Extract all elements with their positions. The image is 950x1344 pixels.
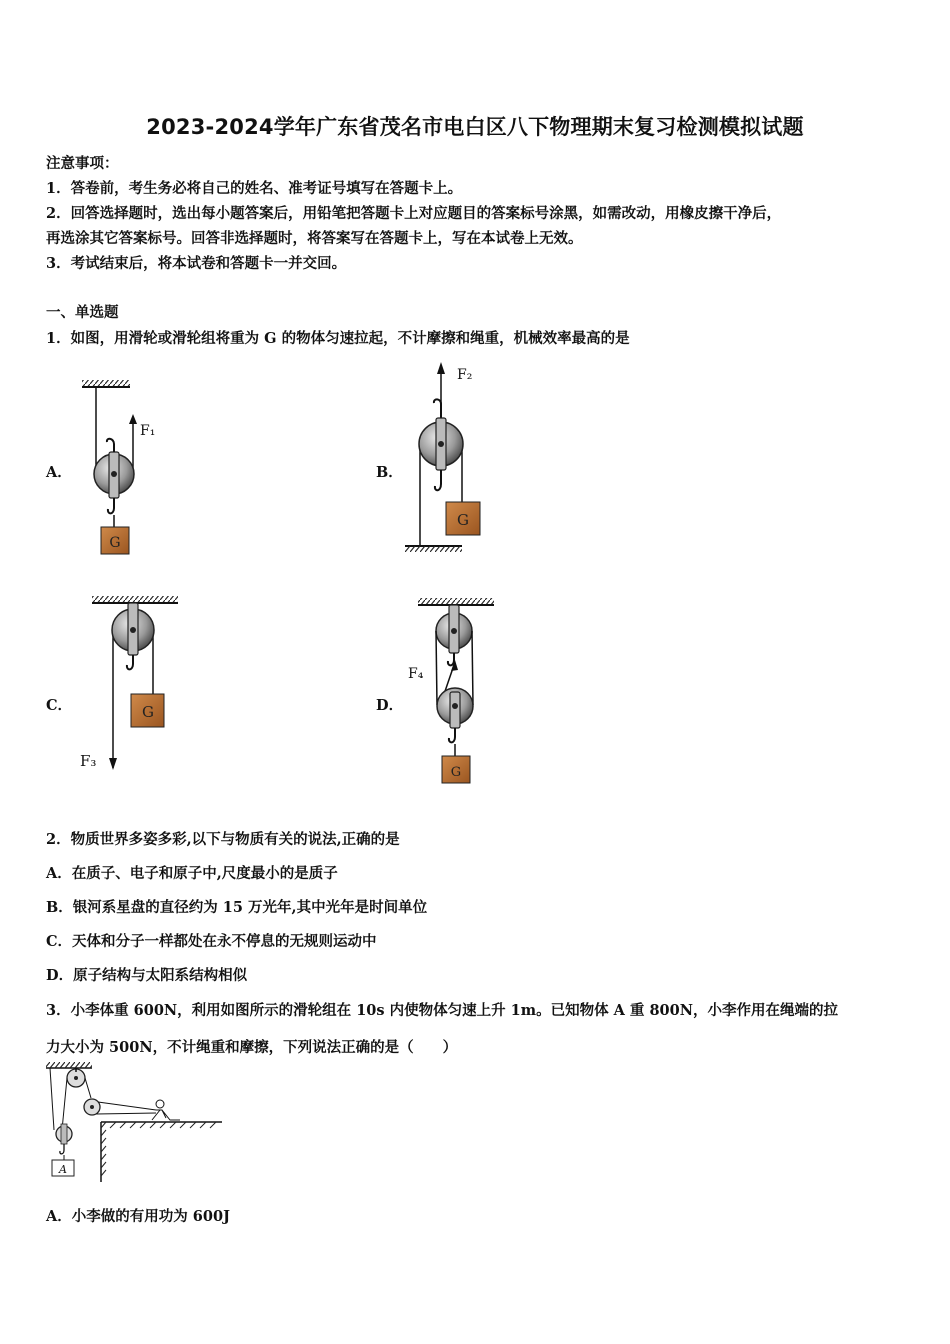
diagram-c xyxy=(80,596,178,770)
q1-option-a-label: A． xyxy=(46,464,72,481)
notice-item: 再选涂其它答案标号。回答非选择题时，将答案写在答题卡上，写在本试卷上无效。 xyxy=(46,230,583,247)
weight-label: G xyxy=(450,765,462,780)
diagram-b xyxy=(405,362,480,552)
q3-option-a: A．小李做的有用功为 600J xyxy=(46,1208,230,1225)
question-2-stem: 2．物质世界多姿多彩,以下与物质有关的说法,正确的是 xyxy=(46,831,400,848)
weight-label: G xyxy=(457,511,469,529)
q2-option-a: A．在质子、电子和原子中,尺度最小的是质子 xyxy=(46,865,338,882)
force-label-f4: F₄ xyxy=(408,666,424,682)
force-label-f2: F₂ xyxy=(457,367,473,383)
question-3-stem-line1: 3．小李体重 600N，利用如图所示的滑轮组在 10s 内使物体匀速上升 1m。已知物体 A 重 800N，小李作用在绳端的拉 xyxy=(46,1002,838,1019)
q2-option-d: D．原子结构与太阳系结构相似 xyxy=(46,967,248,984)
notice-item: 1．答卷前，考生务必将自己的姓名、准考证号填写在答题卡上。 xyxy=(46,180,463,197)
q2-option-c: C．天体和分子一样都处在永不停息的无规则运动中 xyxy=(46,933,377,950)
notice-item: 2．回答选择题时，选出每小题答案后，用铅笔把答题卡上对应题目的答案标号涂黑，如需改动，用橡皮擦干净后， xyxy=(46,205,782,222)
q2-option-b: B．银河系星盘的直径约为 15 万光年,其中光年是时间单位 xyxy=(46,899,428,916)
diagram-a xyxy=(82,380,155,554)
object-a-label: A xyxy=(59,1163,67,1176)
notice-item: 3．考试结束后，将本试卷和答题卡一并交回。 xyxy=(46,255,347,272)
question-3-stem-line2: 力大小为 500N，不计绳重和摩擦，下列说法正确的是（ ） xyxy=(46,1039,458,1056)
diagram-d xyxy=(408,598,494,783)
q1-option-b-label: B． xyxy=(376,464,403,481)
question-1-stem: 1．如图，用滑轮或滑轮组将重为 G 的物体匀速拉起，不计摩擦和绳重，机械效率最高的是 xyxy=(46,330,630,347)
weight-label: G xyxy=(142,703,154,721)
weight-label: G xyxy=(109,535,121,551)
q1-option-d-label: D． xyxy=(376,697,404,714)
force-label-f3: F₃ xyxy=(80,752,97,770)
force-label-f1: F₁ xyxy=(140,423,156,439)
q1-option-c-label: C． xyxy=(46,697,73,714)
section-heading: 一、单选题 xyxy=(46,304,119,321)
notice-heading: 注意事项： xyxy=(46,155,119,172)
q3-pulley-diagram xyxy=(40,1062,240,1187)
page-title: 2023-2024学年广东省茂名市电白区八下物理期末复习检测模拟试题 xyxy=(146,115,804,139)
